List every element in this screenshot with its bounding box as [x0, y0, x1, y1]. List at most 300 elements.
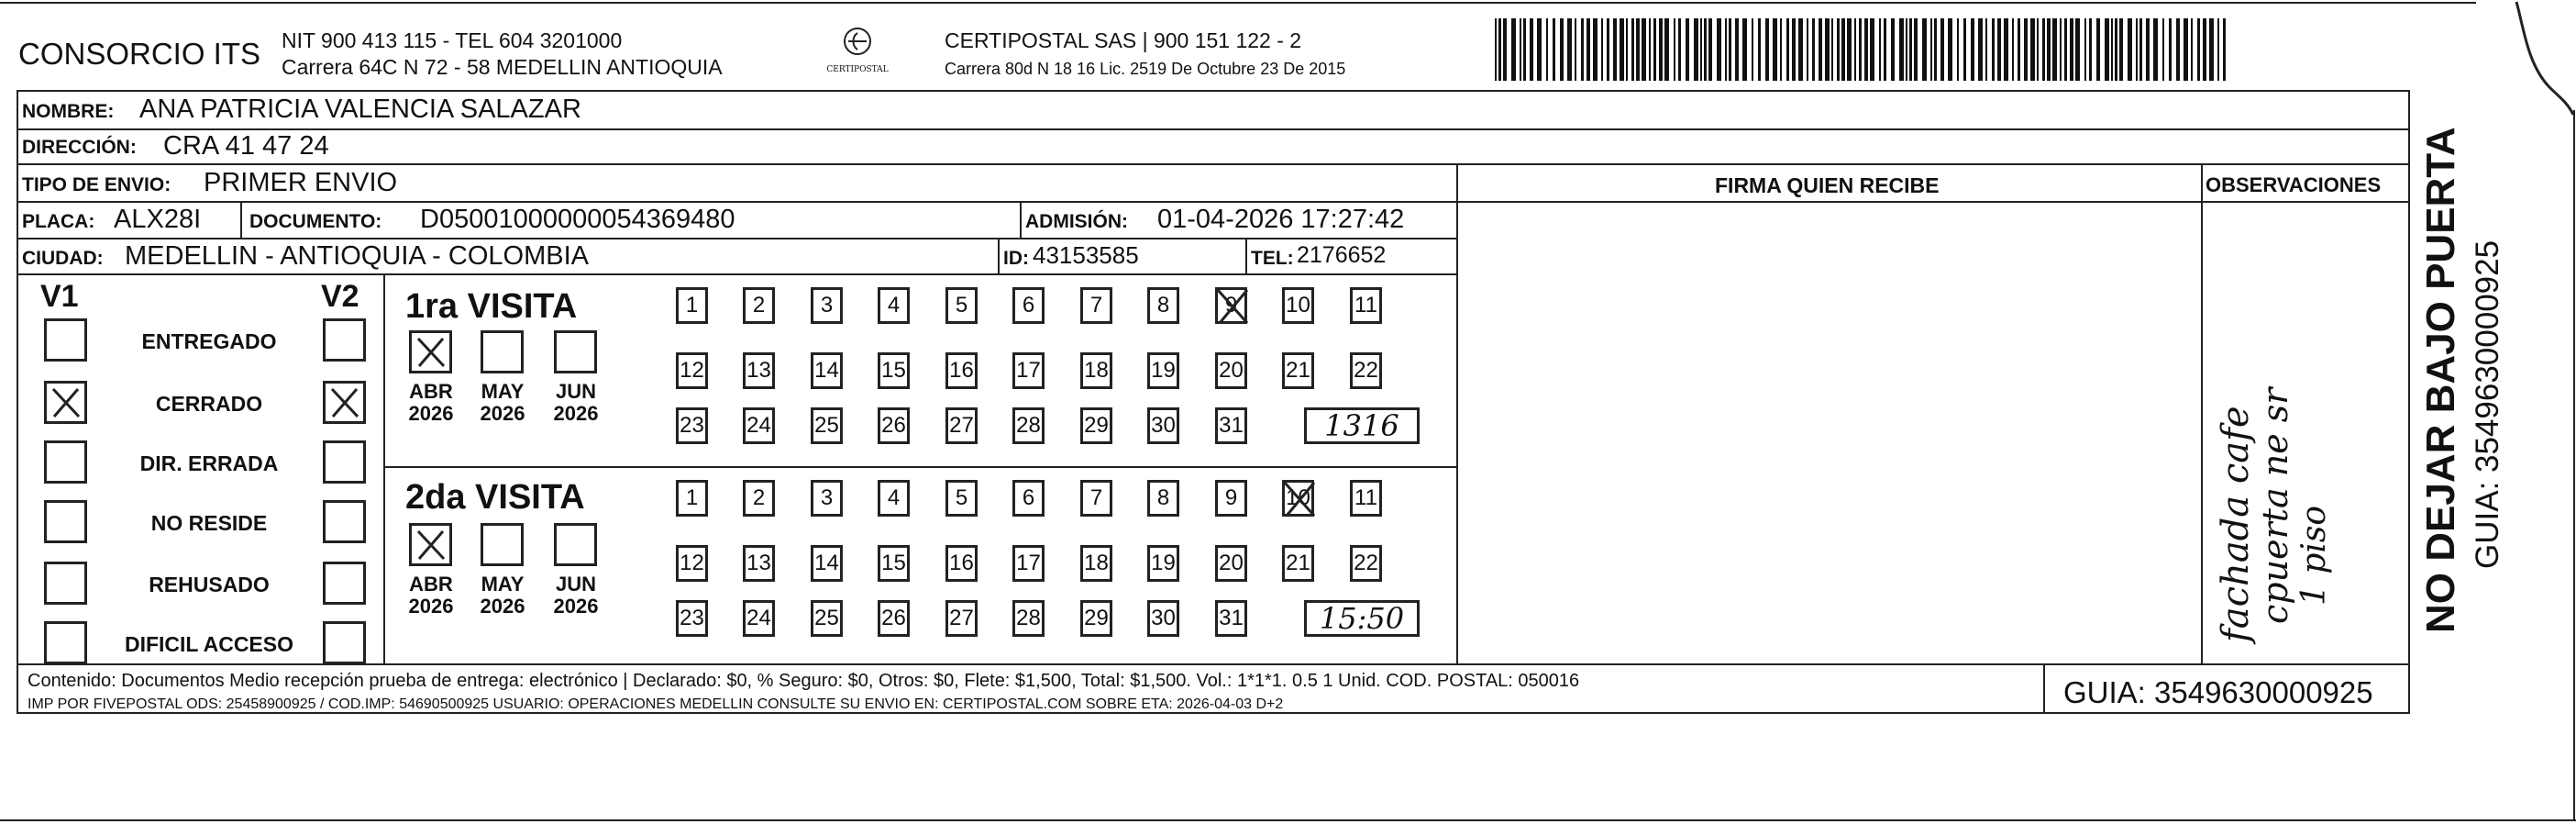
day-number: 25 [814, 413, 839, 438]
v2-checkbox[interactable] [323, 500, 366, 543]
visit2-day-box[interactable] [945, 545, 978, 582]
visit2-day-box[interactable] [945, 600, 978, 637]
visit1-day-box[interactable] [1350, 287, 1382, 324]
barcode-bar [1626, 18, 1628, 81]
barcode-bar [1678, 18, 1681, 81]
company-address: Carrera 64C N 72 - 58 MEDELLIN ANTIOQUIA [282, 55, 723, 79]
visit1-day-box[interactable] [945, 407, 978, 444]
day-number: 26 [881, 413, 906, 438]
barcode-bar [1765, 18, 1769, 81]
barcode-bar [1567, 18, 1572, 81]
visit2-day-box[interactable] [1147, 600, 1179, 637]
day-number: 18 [1084, 358, 1109, 383]
barcode-bar [2105, 18, 2109, 81]
visit2-day-box[interactable] [676, 545, 708, 582]
day-number: 1 [685, 485, 699, 510]
side-instruction: NO DEJAR BAJO PUERTA [2418, 127, 2463, 633]
barcode-bar [2075, 18, 2080, 81]
col-line [1245, 238, 1247, 274]
certipostal-logo [816, 26, 899, 81]
check-mark-icon [50, 386, 83, 419]
day-number: 6 [1022, 293, 1035, 317]
tipo-envio-label: TIPO DE ENVIO: [22, 174, 171, 195]
day-number: 28 [1016, 413, 1041, 438]
barcode-bar [2037, 18, 2039, 81]
day-number: 23 [680, 606, 704, 630]
v2-label: V2 [321, 279, 359, 314]
tipo-envio-value: PRIMER ENVIO [204, 168, 398, 197]
row-line [17, 201, 1456, 203]
barcode-bar [1498, 18, 1501, 81]
visit2-month-checkbox[interactable] [554, 523, 597, 566]
visit1-day-box[interactable] [676, 287, 708, 324]
bottom-edge-line [0, 819, 2576, 821]
day-number: 6 [1022, 485, 1035, 510]
row-line [17, 163, 2410, 165]
visit1-time-box[interactable]: 1316 [1304, 407, 1420, 444]
day-number: 8 [1156, 293, 1170, 317]
row-line [17, 273, 1456, 275]
day-number: 9 [1224, 485, 1238, 510]
barcode-bar [1725, 18, 1727, 81]
barcode-bar [1752, 18, 1753, 81]
visit2-day-box[interactable] [1147, 480, 1179, 517]
visit2-day-box[interactable] [1350, 480, 1382, 517]
barcode-bar [1948, 18, 1952, 81]
barcode-bar [1601, 18, 1603, 81]
day-number: 31 [1219, 413, 1244, 438]
right-edge-line [2573, 110, 2575, 821]
visit2-day-box[interactable] [676, 480, 708, 517]
col-line [2043, 663, 2045, 714]
barcode-bar [1581, 18, 1584, 81]
barcode-bar [1914, 18, 1918, 81]
visit2-day-box[interactable] [743, 545, 775, 582]
barcode-bar [1659, 18, 1663, 81]
day-number: 29 [1084, 606, 1109, 630]
status-label: REHUSADO [149, 573, 270, 596]
barcode-bar [1825, 18, 1830, 81]
visit1-day-box[interactable] [811, 287, 843, 324]
barcode-bar [1520, 18, 1521, 81]
barcode-bar [2217, 18, 2219, 81]
day-number: 14 [814, 551, 839, 575]
barcode-bar [1922, 18, 1927, 81]
day-number: 7 [1089, 293, 1103, 317]
barcode-bar [2084, 18, 2086, 81]
barcode-bar [1798, 18, 1803, 81]
visit2-day-box[interactable] [878, 480, 910, 517]
v2-checkbox[interactable] [323, 318, 366, 362]
day-number: 24 [746, 606, 771, 630]
visit2-day-box[interactable] [1282, 545, 1314, 582]
status-label: DIFICIL ACCESO [124, 632, 293, 656]
barcode-bar [1523, 18, 1526, 81]
visit1-day-box[interactable] [1147, 287, 1179, 324]
barcode-bar [2018, 18, 2020, 81]
visit2-day-box[interactable] [743, 480, 775, 517]
day-number: 20 [1219, 551, 1244, 575]
day-number: 28 [1016, 606, 1041, 630]
barcode-bar [2096, 18, 2100, 81]
visit1-day-box[interactable] [743, 287, 775, 324]
placa-value: ALX28I [114, 205, 202, 234]
day-number: 23 [680, 413, 704, 438]
visit2-month-label: MAY 2026 [480, 573, 525, 618]
barcode-bar [2176, 18, 2180, 81]
barcode-bar [1906, 18, 1907, 81]
visit1-day-box[interactable] [945, 287, 978, 324]
corner-curl-mark [2513, 0, 2576, 119]
barcode-bar [1884, 18, 1886, 81]
visit1-day-box[interactable] [1282, 287, 1314, 324]
barcode-bar [1971, 18, 1974, 81]
barcode-bar [1899, 18, 1904, 81]
visit2-day-box[interactable] [811, 545, 843, 582]
barcode-bar [2209, 18, 2214, 81]
visit1-day-box[interactable] [1147, 407, 1179, 444]
barcode-bar [1674, 18, 1675, 81]
day-number: 10 [1286, 485, 1310, 510]
barcode-bar [1847, 18, 1852, 81]
visit1-month-checkbox[interactable] [481, 330, 524, 373]
visit2-day-box[interactable] [676, 600, 708, 637]
visit1-day-box[interactable] [1215, 287, 1247, 324]
visit1-day-box[interactable] [1215, 407, 1247, 444]
barcode-bar [2184, 18, 2188, 81]
day-number: 19 [1151, 551, 1176, 575]
day-mark-icon [1283, 481, 1316, 518]
day-number: 27 [949, 606, 974, 630]
day-number: 17 [1016, 358, 1041, 383]
day-number: 2 [752, 485, 766, 510]
documento-value: D05001000000054369480 [420, 205, 735, 234]
v2-checkbox[interactable] [323, 440, 366, 484]
visit2-month-checkbox[interactable] [481, 523, 524, 566]
status-label: NO RESIDE [150, 511, 268, 535]
barcode-bar [1735, 18, 1739, 81]
day-number: 1 [685, 293, 699, 317]
visit1-day-box[interactable] [1080, 287, 1112, 324]
day-number: 3 [820, 293, 834, 317]
day-number: 30 [1151, 606, 1176, 630]
visit2-day-box[interactable] [878, 545, 910, 582]
visit2-day-box[interactable] [811, 480, 843, 517]
day-number: 22 [1354, 551, 1378, 575]
handwritten-line: 1 piso [2295, 505, 2333, 606]
day-number: 15 [881, 358, 906, 383]
day-number: 21 [1286, 358, 1310, 383]
barcode-bar [1553, 18, 1555, 81]
barcode-bar [2111, 18, 2113, 81]
barcode-bar [2070, 18, 2073, 81]
barcode-bar [1786, 18, 1789, 81]
col-line [998, 238, 1000, 274]
status-label: DIR. ERRADA [139, 451, 279, 475]
day-number: 13 [746, 358, 771, 383]
day-number: 14 [814, 358, 839, 383]
barcode-bar [1773, 18, 1777, 81]
v2-checkbox[interactable] [323, 381, 366, 424]
barcode-bar [1870, 18, 1874, 81]
courier-line2: Carrera 80d N 18 16 Lic. 2519 De Octubre 23 De 2015 [945, 60, 1346, 78]
day-number: 9 [1224, 293, 1238, 317]
footer-guia: GUIA: 3549630000925 [2063, 675, 2373, 709]
barcode-bar [1546, 18, 1548, 81]
barcode-bar [1792, 18, 1796, 81]
visit2-day-box[interactable] [1080, 545, 1112, 582]
visit1-month-label: JUN 2026 [553, 380, 599, 426]
day-number: 18 [1084, 551, 1109, 575]
barcode-bar [1837, 18, 1840, 81]
visit2-day-box[interactable] [1215, 480, 1247, 517]
visit2-time-box[interactable]: 15:50 [1304, 600, 1420, 637]
visit1-day-box[interactable] [1215, 352, 1247, 389]
visit1-day-box[interactable] [676, 352, 708, 389]
check-mark-icon [328, 386, 361, 419]
visit1-day-box[interactable] [878, 287, 910, 324]
col-line [1456, 163, 1458, 663]
visit1-month-label: MAY 2026 [480, 380, 525, 426]
barcode-bar [1560, 18, 1564, 81]
id-value: 43153585 [1033, 241, 1139, 269]
barcode-bar [1537, 18, 1542, 81]
barcode-bar [1807, 18, 1808, 81]
visit2-day-box[interactable] [1012, 545, 1045, 582]
check-mark-icon [415, 336, 448, 369]
firma-label: FIRMA QUIEN RECIBE [1715, 173, 1940, 197]
barcode-bar [1997, 18, 2001, 81]
barcode-bar [1891, 18, 1895, 81]
barcode-bar [2128, 18, 2132, 81]
visit1-day-box[interactable] [1080, 407, 1112, 444]
barcode-bar [1930, 18, 1932, 81]
barcode-bar [1957, 18, 1959, 81]
barcode-bar [1940, 18, 1944, 81]
barcode-bar [2012, 18, 2014, 81]
barcode-bar [1992, 18, 1995, 81]
visit1-day-box[interactable] [1282, 352, 1314, 389]
day-number: 7 [1089, 485, 1103, 510]
barcode-bar [1613, 18, 1617, 81]
barcode-bar [1729, 18, 1731, 81]
v2-checkbox[interactable] [323, 621, 366, 664]
handwritten-line: cpuerta ne sr [2255, 387, 2295, 624]
visit2-day-box[interactable] [1080, 600, 1112, 637]
barcode-bar [1831, 18, 1833, 81]
visit1-day-box[interactable] [1080, 352, 1112, 389]
barcode-bar [1700, 18, 1702, 81]
courier-line1: CERTIPOSTAL SAS | 900 151 122 - 2 [945, 28, 1302, 52]
barcode-bar [1631, 18, 1634, 81]
barcode-bar [1593, 18, 1598, 81]
barcode-bar [1963, 18, 1966, 81]
row-line [17, 128, 2410, 130]
company-nit: NIT 900 413 115 - TEL 604 3201000 [282, 28, 623, 52]
visit2-day-box[interactable] [1215, 600, 1247, 637]
visit1-day-box[interactable] [1012, 352, 1045, 389]
visit2-day-box[interactable] [743, 600, 775, 637]
direccion-value: CRA 41 47 24 [163, 131, 329, 161]
barcode-bar [1649, 18, 1651, 81]
barcode-bar [2030, 18, 2035, 81]
visit1-month-label: ABR 2026 [408, 380, 454, 426]
ciudad-label: CIUDAD: [22, 248, 104, 269]
day-number: 3 [820, 485, 834, 510]
day-number: 12 [680, 551, 704, 575]
barcode-bar [2197, 18, 2200, 81]
barcode-bar [1686, 18, 1689, 81]
nombre-label: NOMBRE: [22, 101, 115, 122]
barcode-bar [1620, 18, 1624, 81]
v1-checkbox[interactable] [44, 318, 87, 362]
visit1-month-checkbox[interactable] [409, 330, 452, 373]
visit1-day-box[interactable] [743, 407, 775, 444]
visit1-day-box[interactable] [1012, 287, 1045, 324]
visit1-day-box[interactable] [676, 407, 708, 444]
day-number: 24 [746, 413, 771, 438]
company-name: CONSORCIO ITS [18, 37, 261, 71]
top-edge-line [0, 2, 2476, 4]
barcode-bar [2052, 18, 2057, 81]
barcode-bar [2203, 18, 2206, 81]
visit2-day-box[interactable] [1350, 545, 1382, 582]
side-guia: GUIA: 3549630000925 [2470, 239, 2505, 569]
barcode-bar [1636, 18, 1640, 81]
v1-checkbox[interactable] [44, 621, 87, 664]
direccion-label: DIRECCIÓN: [22, 137, 137, 158]
status-label: CERRADO [155, 392, 263, 416]
day-number: 5 [955, 293, 968, 317]
barcode-bar [2191, 18, 2193, 81]
v1-checkbox[interactable] [44, 440, 87, 484]
footer-content-line: Contenido: Documentos Medio recepción prueba de entrega: electrónico | Declarado: $0, % Seguro: $0, Otros: $0, Flete: $1,500, Total: $1,500. Vol.: 1*1*1. 0.5 1 Unid. COD. POSTAL: 050016 [28, 671, 1580, 691]
visit1-day-box[interactable] [1147, 352, 1179, 389]
tel-value: 2176652 [1297, 242, 1387, 268]
visit2-title: 2da VISITA [405, 478, 585, 517]
check-mark-icon [415, 529, 448, 562]
barcode-bar [1717, 18, 1721, 81]
barcode-bar [1607, 18, 1609, 81]
barcode-bar [1758, 18, 1761, 81]
visit2-day-box[interactable] [1282, 480, 1314, 517]
barcode-bar [1653, 18, 1656, 81]
logo-text: CERTIPOSTAL [826, 65, 889, 74]
day-number: 15 [881, 551, 906, 575]
visit2-day-box[interactable] [878, 600, 910, 637]
day-number: 11 [1354, 293, 1377, 317]
visit2-day-box[interactable] [811, 600, 843, 637]
day-number: 22 [1354, 358, 1378, 383]
visit1-title: 1ra VISITA [405, 287, 578, 326]
visit2-day-box[interactable] [1080, 480, 1112, 517]
barcode-bar [2162, 18, 2164, 81]
barcode-bar [1495, 18, 1497, 81]
barcode-bar [2139, 18, 2142, 81]
barcode-bar [1704, 18, 1707, 81]
id-label: ID: [1003, 248, 1029, 269]
tel-label: TEL: [1251, 248, 1294, 269]
barcode-bar [1530, 18, 1533, 81]
day-number: 25 [814, 606, 839, 630]
row-line [17, 663, 2410, 665]
visit2-day-box[interactable] [1012, 600, 1045, 637]
barcode-bar [2047, 18, 2051, 81]
barcode-bar [2115, 18, 2117, 81]
v1-checkbox[interactable] [44, 562, 87, 605]
day-number: 4 [887, 293, 901, 317]
visit2-day-box[interactable] [1215, 545, 1247, 582]
day-number: 31 [1219, 606, 1244, 630]
barcode-bar [2064, 18, 2067, 81]
v1-checkbox[interactable] [44, 500, 87, 543]
visit2-day-box[interactable] [1012, 480, 1045, 517]
col-line [240, 201, 242, 238]
visit2-month-checkbox[interactable] [409, 523, 452, 566]
footer-impression-line: IMP POR FIVEPOSTAL ODS: 25458900925 / COD.IMP: 54690500925 USUARIO: OPERACIONES MEDELLIN CONSULTE SU ENVIO EN: CERTIPOSTAL.COM SOBRE ETA: 2026-04-03 D+2 [28, 696, 1284, 712]
observations-handwritten [2215, 257, 2343, 642]
visit1-day-box[interactable] [1350, 352, 1382, 389]
col-line [383, 273, 385, 663]
ciudad-value: MEDELLIN - ANTIOQUIA - COLOMBIA [125, 241, 589, 271]
day-number: 12 [680, 358, 704, 383]
documento-label: DOCUMENTO: [249, 211, 382, 232]
day-number: 11 [1354, 485, 1377, 510]
visit1-day-box[interactable] [811, 407, 843, 444]
barcode-bar [2042, 18, 2045, 81]
visit2-day-box[interactable] [1147, 545, 1179, 582]
row-line [17, 238, 1456, 239]
visit1-day-box[interactable] [878, 352, 910, 389]
visit1-month-checkbox[interactable] [554, 330, 597, 373]
col-line [2201, 163, 2203, 663]
day-number: 8 [1156, 485, 1170, 510]
visit1-day-box[interactable] [811, 352, 843, 389]
visit1-day-box[interactable] [1012, 407, 1045, 444]
barcode-bar [1642, 18, 1646, 81]
visit1-day-box[interactable] [945, 352, 978, 389]
v2-checkbox[interactable] [323, 562, 366, 605]
barcode-bar [1708, 18, 1712, 81]
visit2-month-label: ABR 2026 [408, 573, 454, 618]
day-number: 20 [1219, 358, 1244, 383]
day-number: 19 [1151, 358, 1176, 383]
row-line [383, 466, 1456, 468]
day-number: 29 [1084, 413, 1109, 438]
barcode-bar [1780, 18, 1782, 81]
barcode-bar [1879, 18, 1881, 81]
v1-label: V1 [40, 279, 79, 314]
visit1-day-box[interactable] [743, 352, 775, 389]
visit2-day-box[interactable] [945, 480, 978, 517]
admision-label: ADMISIÓN: [1025, 211, 1128, 232]
barcode-bar [1511, 18, 1516, 81]
barcode-bar [1978, 18, 1983, 81]
barcode-bar [2004, 18, 2008, 81]
barcode-bar [1812, 18, 1815, 81]
day-number: 4 [887, 485, 901, 510]
barcode-bar [1664, 18, 1669, 81]
barcode-bar [2136, 18, 2138, 81]
barcode-bar [2223, 18, 2226, 81]
barcode-bar [1909, 18, 1912, 81]
col-line [1020, 201, 1022, 238]
placa-label: PLACA: [22, 211, 95, 232]
day-number: 27 [949, 413, 974, 438]
handwritten-line: fachada cafe [2215, 406, 2257, 642]
visit1-day-box[interactable] [878, 407, 910, 444]
v1-checkbox[interactable] [44, 381, 87, 424]
